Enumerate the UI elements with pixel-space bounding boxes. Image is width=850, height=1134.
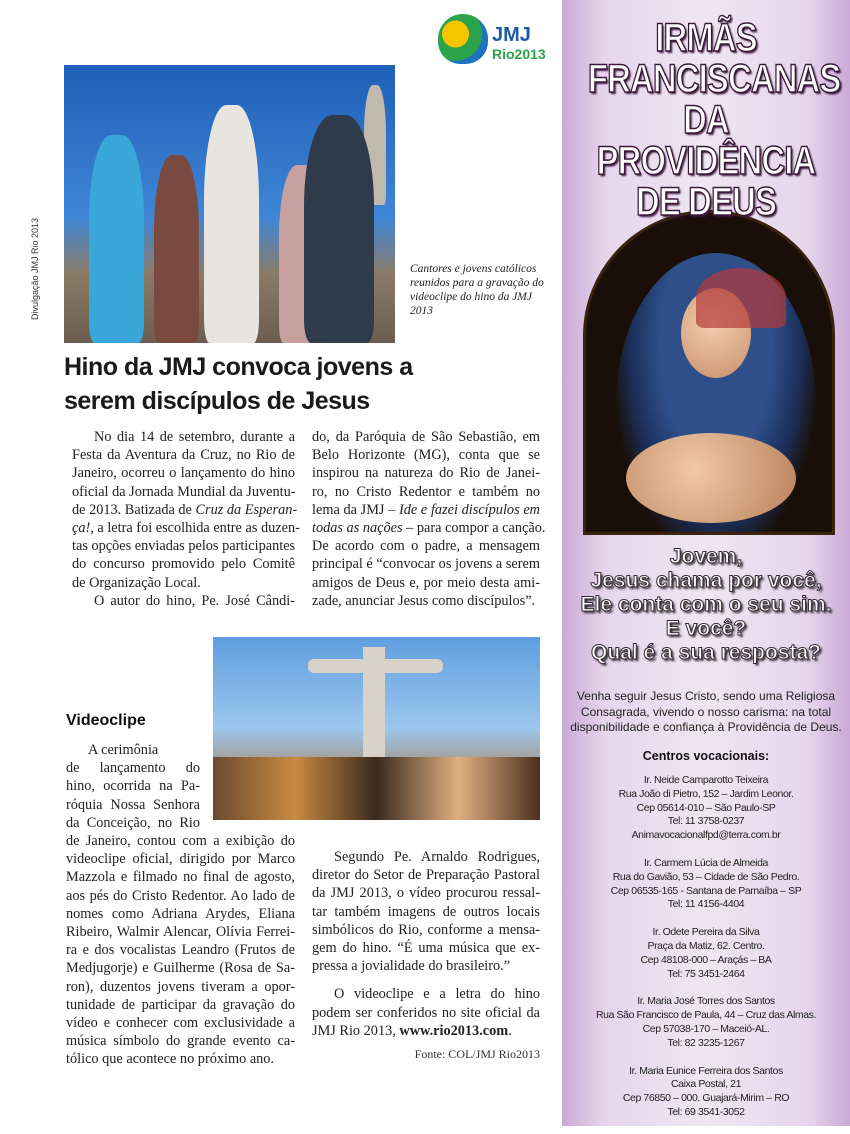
contact-line: Tel: 11 3758-0237 <box>667 815 745 828</box>
slogan-line: E você? <box>665 617 747 640</box>
contact-line: Rua São Francisco de Paula, 44 – Cruz das Almas. <box>595 1009 817 1022</box>
italic-text: Cruz da Esperan- <box>195 501 298 518</box>
text-line: da Conceição, no Rio <box>66 814 200 831</box>
vocational-center-contact <box>562 995 850 1050</box>
logo-rio-text: Rio2013 <box>492 46 546 62</box>
christ-redeemer-crowd-photo <box>213 637 540 820</box>
slogan-line: Jovem, <box>669 545 743 568</box>
italic-text: ça!, <box>72 520 94 537</box>
text-line: Belo Horizonte (MG), conta que se <box>312 447 540 464</box>
contact-line: Cep 76850 – 000. Guajará-Mirim – RO <box>622 1092 790 1105</box>
text-line: amigos de Deus e, por meio desta ami- <box>312 574 540 591</box>
text-line: tólico que acontece no próximo ano. <box>66 1051 275 1068</box>
text-line: zade, anunciar Jesus como discípulos”. <box>312 592 536 609</box>
contact-line: Rua do Gavião, 53 – Cidade de São Pedro. <box>612 870 800 883</box>
text-line: diretor do Setor de Preparação Pastoral <box>312 867 540 884</box>
text-line: tas opções enviadas pelos participantes <box>72 538 296 555</box>
text-line: videoclipe oficial, dirigido por Marco <box>66 851 295 868</box>
centros-heading: Centros vocacionais: <box>642 749 770 763</box>
text-line: De acordo com o padre, a mensagem <box>312 538 540 555</box>
text-line: Mazzola e filmado no final de agosto, <box>66 869 295 886</box>
ad-title-line: IRMÃS <box>655 16 757 60</box>
contact-line: Ir. Neide Camparotto Teixeira <box>643 774 769 786</box>
contacts-list <box>562 774 850 1134</box>
slogan-line: Ele conta com o seu sim. <box>580 593 832 616</box>
text-line: O autor do hino, Pe. José Cândi- <box>94 592 295 609</box>
contact-line: Praça da Matiz, 62. Centro. <box>647 939 765 952</box>
vocational-center-contact <box>562 926 850 981</box>
contact-line: Cep 05614-010 – São Paulo-SP <box>636 801 776 814</box>
text-line: O videoclipe e a letra do hino <box>334 986 540 1003</box>
text-line: ro, no Cristo Redentor e também no <box>312 483 540 500</box>
contact-line: Tel: 82 3235-1267 <box>667 1036 745 1049</box>
photo-caption: Cantores e jovens católicos reunidos para a gravação do videoclipe do hino da JMJ 2013 <box>410 263 544 317</box>
text-line: tunidade de participar da gravação do <box>66 996 295 1013</box>
singers-photo <box>64 65 395 343</box>
vocational-center-contact <box>562 857 850 912</box>
logo-jmj-text: JMJ <box>492 24 531 46</box>
text-line: de Janeiro, contou com a exibição do <box>66 833 295 849</box>
ad-slogan <box>562 545 850 665</box>
photo-credit: Divulgação JMJ Rio 2013 <box>30 217 40 320</box>
contact-line: Tel: 11 4156-4404 <box>667 898 745 911</box>
article-source: Fonte: COL/JMJ Rio2013 <box>414 1047 540 1061</box>
contact-line: Ir. Carmem Lúcia de Almeida <box>643 856 768 869</box>
contact-line: Cep 48108-000 – Araçás – BA <box>640 953 772 966</box>
article-col1-top <box>72 428 300 610</box>
contact-line: Tel: 69 3541-3052 <box>667 1105 745 1118</box>
text-line: podem ser conferidos no site oficial da <box>312 1004 540 1021</box>
jmj-heart-cross-icon <box>438 14 488 64</box>
intro-line: Consagrada, vivendo o nosso carisma: na total <box>580 704 832 719</box>
article-col1-narrow <box>66 741 200 832</box>
ad-intro <box>562 689 850 736</box>
text-line: nomes como Adriana Arydes, Eliana <box>66 905 295 922</box>
contact-line: Rua João di Pietro, 152 – Jardim Leonor. <box>618 787 794 800</box>
text-line: todas as nações – para compor a canção. <box>312 520 546 537</box>
contact-line: Tel: 75 3451-2464 <box>667 967 745 980</box>
contact-line: Ir. Odete Pereira da Silva <box>652 926 760 939</box>
paragraph-gap <box>312 975 540 985</box>
text-line: No dia 14 de setembro, durante a <box>94 429 295 445</box>
text-line: Medjugorje) e Guilherme (Rosa de Sa- <box>66 960 295 977</box>
text-line: ça!, a letra foi escolhida entre as duzen- <box>72 520 300 537</box>
vocational-center-contact <box>562 1065 850 1120</box>
text-line: de 2013. Batizada de Cruz da Esperan- <box>72 501 298 518</box>
text-line: do concurso promovido pelo Comitê <box>72 556 295 573</box>
text-line: hino, ocorrida na Pa- <box>66 778 200 795</box>
text-line: de lançamento do <box>66 760 200 777</box>
text-line: aos pés do Cristo Redentor. Ao lado de <box>66 887 295 904</box>
text-line: música símbolo do grande evento ca- <box>66 1033 295 1050</box>
text-line: Ribeiro, Walmir Alencar, Olívia Ferrei- <box>66 924 295 941</box>
text-line: do, da Paróquia de São Sebastião, em <box>312 429 540 445</box>
text-line: gem do hino. “É uma música que ex- <box>312 940 540 957</box>
text-line: pressa a jovialidade do brasileiro.” <box>312 958 511 975</box>
text-line: Festa da Aventura da Cruz, no Rio de <box>72 447 295 464</box>
contact-email[interactable]: Animavocacionalfpd@terra.com.br <box>631 829 781 842</box>
text-line: oficial da Jornada Mundial da Juventu- <box>72 483 296 500</box>
intro-line: disponibilidade e confiança à Providência de Deus. <box>570 720 842 734</box>
text-line: simbólicos do Rio, conforme a mensa- <box>312 921 540 938</box>
ad-title <box>587 16 841 224</box>
headline-line: Hino da JMJ convoca jovens a <box>64 353 413 381</box>
contact-line: Ir. Maria Eunice Ferreira dos Santos <box>629 1064 783 1077</box>
ad-title-line: DE DEUS <box>635 180 777 224</box>
ad-title-line: DA PROVIDÊNCIA <box>596 98 816 183</box>
ad-title-line: FRANCISCANAS <box>587 57 841 101</box>
contact-line: Ir. Maria José Torres dos Santos <box>637 995 775 1008</box>
text-line: da JMJ 2013, o vídeo procurou ressal- <box>312 885 540 902</box>
vocational-center-contact <box>562 774 850 843</box>
text-line: Janeiro, ocorreu o lançamento do hino <box>72 465 295 482</box>
text-line: principal é “convocar os jovens a serem <box>312 556 540 573</box>
article-col1-bottom <box>66 832 295 1069</box>
text-line: vídeo e conhecer com exclusividade a <box>66 1015 295 1032</box>
text-line: ron), duzentos jovens tiveram a opor- <box>66 978 295 995</box>
text-line: A cerimônia <box>88 742 159 758</box>
text-line: ra e dos vocalistas Leandro (Frutos de <box>66 942 295 959</box>
text-line: inspirou na natureza do Rio de Janei- <box>312 465 540 482</box>
contact-line: Cep 06535-165 - Santana de Parnaíba – SP <box>610 884 802 897</box>
text-line: tar também imagens de outros locais <box>312 903 540 920</box>
article-headline <box>64 350 544 418</box>
intro-line: Venha seguir Jesus Cristo, sendo uma Religiosa <box>576 689 836 703</box>
article-col2-top <box>312 428 546 610</box>
contact-line: Cep 57038-170 – Maceió-AL. <box>642 1022 770 1035</box>
madonna-and-child-painting <box>583 210 835 535</box>
jmj-rio2013-logo <box>438 10 546 70</box>
videoclipe-subheading: Videoclipe <box>66 712 146 729</box>
website-link[interactable]: www.rio2013.com <box>399 1022 509 1039</box>
vocational-ad-panel <box>562 0 850 1126</box>
headline-line: serem discípulos de Jesus <box>64 387 370 415</box>
text-line: JMJ Rio 2013, www.rio2013.com. <box>312 1022 512 1039</box>
italic-text: todas as nações <box>312 520 403 537</box>
article-col2-bottom <box>312 848 540 1040</box>
text-line: Segundo Pe. Arnaldo Rodrigues, <box>334 849 540 865</box>
contact-line: Caixa Postal, 21 <box>670 1078 742 1091</box>
text-line: róquia Nossa Senhora <box>66 796 200 813</box>
italic-text: Ide e fazei discípulos em <box>399 501 540 518</box>
slogan-line: Jesus chama por você, <box>590 569 822 592</box>
slogan-line: Qual é a sua resposta? <box>591 641 821 664</box>
text-line: de Organização Local. <box>72 574 201 591</box>
text-line: lema da JMJ – Ide e fazei discípulos em <box>312 501 540 518</box>
